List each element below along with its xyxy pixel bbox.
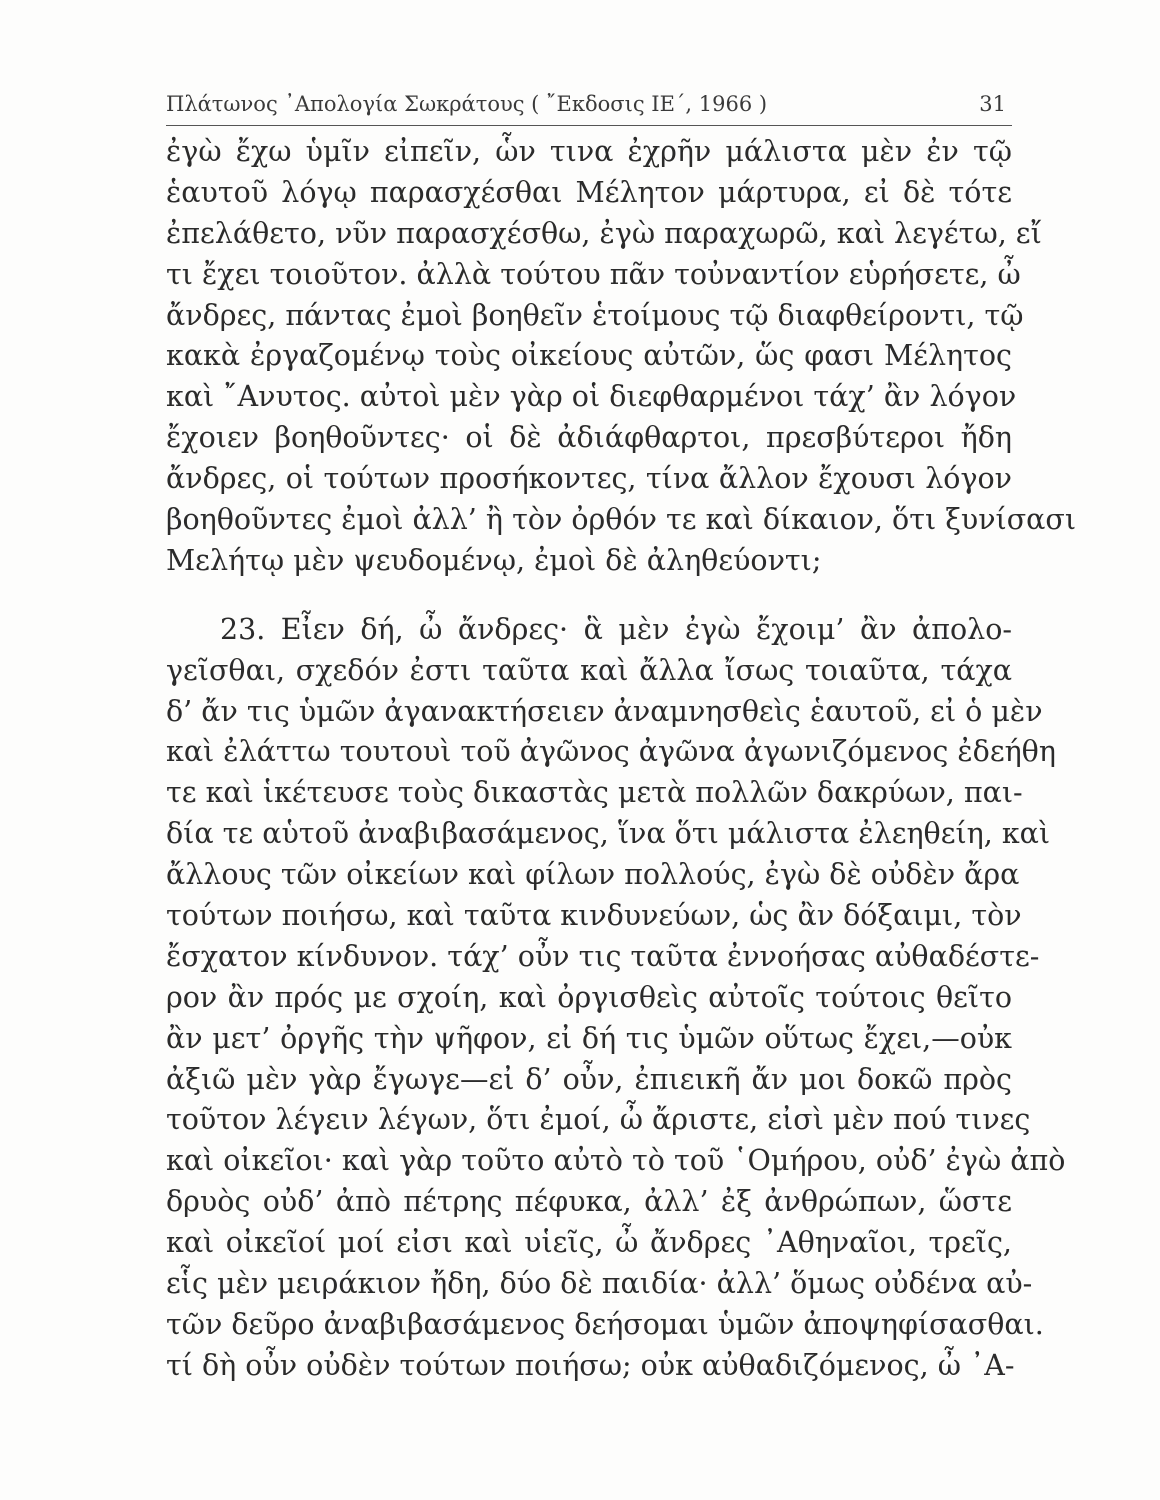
text-line: ἂν μετ’ ὀργῆς τὴν ψῆφον, εἰ δή τις ὑμῶν οὕτως ἔχει,—οὐκ (166, 1021, 1012, 1055)
text-line: καὶ οἰκεῖοι· καὶ γὰρ τοῦτο αὐτὸ τὸ τοῦ ῾Ομήρου, οὐδ’ ἐγὼ ἀπὸ (166, 1144, 1066, 1178)
page-number: 31 (979, 92, 1006, 116)
text-line: καὶ ῎Ανυτος. αὐτοὶ μὲν γὰρ οἱ διεφθαρμένοι τάχ’ ἂν λόγον (166, 380, 1017, 414)
body-text (166, 132, 1077, 1387)
text-line: Μελήτῳ μὲν ψευδομένῳ, ἐμοὶ δὲ ἀληθεύοντι; (166, 543, 822, 577)
text-line: δρυὸς οὐδ’ ἀπὸ πέτρης πέφυκα, ἀλλ’ ἐξ ἀνθρώπων, ὥστε (166, 1185, 1012, 1219)
running-head (166, 88, 1010, 122)
paragraph-1 (166, 132, 1077, 582)
paragraph-gap (166, 582, 1012, 610)
header-rule (166, 125, 1012, 126)
text-line: ἔσχατον κίνδυνον. τάχ’ οὖν τις ταῦτα ἐννοήσας αὐθαδέστε- (166, 939, 1040, 973)
text-line: 23. Εἶεν δή, ὦ ἄνδρες· ἃ μὲν ἐγὼ ἔχοιμ’ ἂν ἀπολο- (220, 612, 1012, 646)
text-line: ἄνδρες, πάντας ἐμοὶ βοηθεῖν ἑτοίμους τῷ διαφθείροντι, τῷ (166, 298, 1024, 332)
text-line: τι ἔχει τοιοῦτον. ἀλλὰ τούτου πᾶν τοὐναντίον εὑρήσετε, ὦ (166, 257, 1021, 291)
paragraph-2 (166, 610, 1066, 1387)
text-line: γεῖσθαι, σχεδόν ἐστι ταῦτα καὶ ἄλλα ἴσως τοιαῦτα, τάχα (166, 653, 1012, 687)
text-line: ἀξιῶ μὲν γὰρ ἔγωγε—εἰ δ’ οὖν, ἐπιεικῆ ἄν μοι δοκῶ πρὸς (166, 1062, 1012, 1096)
text-line: ἐγὼ ἔχω ὑμῖν εἰπεῖν, ὧν τινα ἐχρῆν μάλιστα μὲν ἐν τῷ (166, 135, 1012, 168)
text-line: τούτων ποιήσω, καὶ ταῦτα κινδυνεύων, ὡς ἂν δόξαιμι, τὸν (166, 899, 1022, 933)
text-line: ρον ἂν πρός με σχοίη, καὶ ὀργισθεὶς αὐτοῖς τούτοις θεῖτο (166, 980, 1012, 1014)
running-title: Πλάτωνος ᾿Απολογία Σωκράτους ( ῎Εκδοσις ΙΕ΄, 1966 ) (166, 92, 768, 116)
text-line: ἔχοιεν βοηθοῦντες· οἱ δὲ ἀδιάφθαρτοι, πρεσβύτεροι ἤδη (166, 421, 1012, 455)
text-line: δία τε αὑτοῦ ἀναβιβασάμενος, ἵνα ὅτι μάλιστα ἐλεηθείη, καὶ (166, 817, 1051, 851)
text-line: καὶ οἰκεῖοί μοί εἰσι καὶ υἱεῖς, ὦ ἄνδρες ᾿Αθηναῖοι, τρεῖς, (166, 1226, 1012, 1260)
text-line: δ’ ἄν τις ὑμῶν ἀγανακτήσειεν ἀναμνησθεὶς ἑαυτοῦ, εἰ ὁ μὲν (166, 694, 1043, 728)
text-line: τε καὶ ἱκέτευσε τοὺς δικαστὰς μετὰ πολλῶν δακρύων, παι- (166, 776, 1023, 810)
text-line: ἄλλους τῶν οἰκείων καὶ φίλων πολλούς, ἐγὼ δὲ οὐδὲν ἄρα (166, 858, 1020, 892)
text-line: εἷς μὲν μειράκιον ἤδη, δύο δὲ παιδία· ἀλλ’ ὅμως οὐδένα αὐ- (166, 1267, 1033, 1301)
text-line: βοηθοῦντες ἐμοὶ ἀλλ’ ἢ τὸν ὀρθόν τε καὶ δίκαιον, ὅτι ξυνίσασι (166, 503, 1077, 537)
text-line: τοῦτον λέγειν λέγων, ὅτι ἐμοί, ὦ ἄριστε, εἰσὶ μὲν πού τινες (166, 1103, 1031, 1137)
text-line: ἑαυτοῦ λόγῳ παρασχέσθαι Μέλητον μάρτυρα, εἰ δὲ τότε (166, 175, 1012, 209)
text-line: καὶ ἐλάττω τουτουὶ τοῦ ἀγῶνος ἀγῶνα ἀγωνιζόμενος ἐδεήθη (166, 735, 1056, 769)
text-line: ἄνδρες, οἱ τούτων προσήκοντες, τίνα ἄλλον ἔχουσι λόγον (166, 462, 1012, 496)
text-line: κακὰ ἐργαζομένῳ τοὺς οἰκείους αὐτῶν, ὥς φασι Μέλητος (166, 339, 1012, 373)
text-line: τῶν δεῦρο ἀναβιβασάμενος δεήσομαι ὑμῶν ἀποψηφίσασθαι. (166, 1307, 1044, 1341)
text-line: τί δὴ οὖν οὐδὲν τούτων ποιήσω; οὐκ αὐθαδιζόμενος, ὦ ᾿Α- (166, 1348, 1015, 1382)
text-line: ἐπελάθετο, νῦν παρασχέσθω, ἐγὼ παραχωρῶ, καὶ λεγέτω, εἴ (166, 216, 1042, 250)
